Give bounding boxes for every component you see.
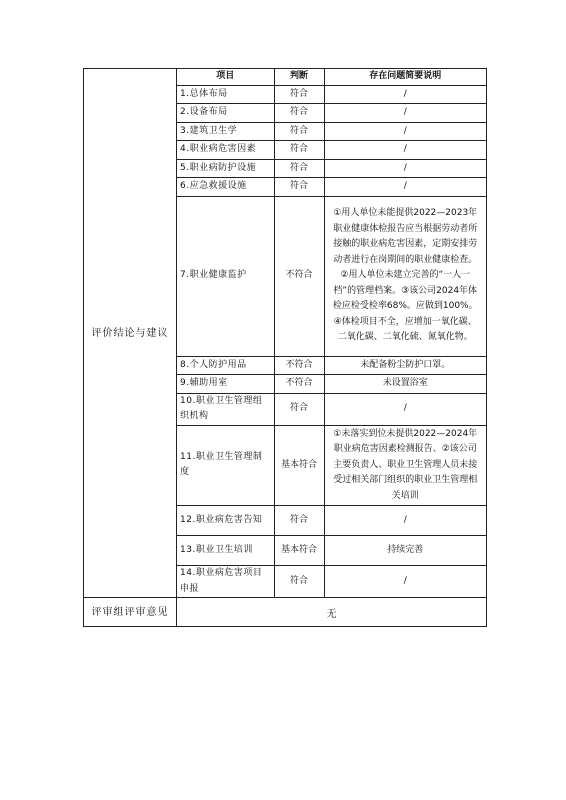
row-note: / xyxy=(324,393,486,425)
table-row xyxy=(177,196,486,356)
table-row xyxy=(177,85,486,104)
row-item: 10.职业卫生管理组织机构 xyxy=(177,393,274,425)
row-judgment: 符合 xyxy=(274,566,324,598)
table-row xyxy=(177,122,486,141)
table-row xyxy=(177,506,486,536)
row-note: / xyxy=(324,141,486,160)
header-row xyxy=(177,69,486,85)
header-judgment: 判断 xyxy=(274,69,324,85)
row-judgment: 符合 xyxy=(274,141,324,160)
table-row xyxy=(177,178,486,197)
inner-table-cell xyxy=(177,69,487,598)
section-label: 评价结论与建议 xyxy=(84,69,177,598)
row-note: / xyxy=(324,566,486,598)
row-judgment: 符合 xyxy=(274,506,324,536)
row-note: 未设置浴室 xyxy=(324,375,486,394)
row-note: / xyxy=(324,85,486,104)
row-note: ①用人单位未能提供2022—2023年职业健康体检报告应当根据劳动者所接触的职业病危害因素，定期安排劳动者进行在岗期间的职业健康检查。②用人单位未建立完善的“一人一档”的管理档案。③该公司2024年体检应检受检率68%。应做到100%。④体检项目不全，应增加一氧化碳、二氧化碳、二氧化硫、氮氧化物。 xyxy=(324,196,486,356)
table-row xyxy=(177,536,486,566)
row-item: 4.职业病危害因素 xyxy=(177,141,274,160)
row-item: 5.职业病防护设施 xyxy=(177,159,274,178)
header-note: 存在问题简要说明 xyxy=(324,69,486,85)
header-item: 项目 xyxy=(177,69,274,85)
row-item: 1.总体布局 xyxy=(177,85,274,104)
row-judgment: 不符合 xyxy=(274,196,324,356)
row-note: 持续完善 xyxy=(324,536,486,566)
row-item: 7.职业健康监护 xyxy=(177,196,274,356)
row-item: 13.职业卫生培训 xyxy=(177,536,274,566)
table-row xyxy=(177,141,486,160)
row-note: / xyxy=(324,159,486,178)
table-row xyxy=(177,393,486,425)
row-judgment: 符合 xyxy=(274,85,324,104)
row-item: 12.职业病危害告知 xyxy=(177,506,274,536)
row-note: ①未落实到位未提供2022—2024年职业病危害因素检测报告、②该公司主要负责人、职业卫生管理人员未接受过相关部门组织的职业卫生管理相关培训 xyxy=(324,425,486,506)
row-judgment: 符合 xyxy=(274,104,324,123)
row-judgment: 符合 xyxy=(274,178,324,197)
review-label: 评审组评审意见 xyxy=(84,598,177,627)
row-item: 9.辅助用室 xyxy=(177,375,274,394)
table-row xyxy=(177,104,486,123)
table-row xyxy=(177,375,486,394)
row-item: 6.应急救援设施 xyxy=(177,178,274,197)
table-row xyxy=(177,356,486,375)
evaluation-table xyxy=(83,68,487,627)
table-row xyxy=(177,566,486,598)
row-judgment: 不符合 xyxy=(274,375,324,394)
row-note: 未配备粉尘防护口罩。 xyxy=(324,356,486,375)
row-note: / xyxy=(324,122,486,141)
table-row xyxy=(177,159,486,178)
row-item: 3.建筑卫生学 xyxy=(177,122,274,141)
row-item: 11.职业卫生管理制度 xyxy=(177,425,274,506)
row-judgment: 符合 xyxy=(274,393,324,425)
row-item: 8.个人防护用品 xyxy=(177,356,274,375)
row-judgment: 基本符合 xyxy=(274,425,324,506)
row-item: 14.职业病危害项目申报 xyxy=(177,566,274,598)
row-judgment: 符合 xyxy=(274,159,324,178)
row-note: / xyxy=(324,104,486,123)
row-judgment: 不符合 xyxy=(274,356,324,375)
row-item: 2.设备布局 xyxy=(177,104,274,123)
row-judgment: 基本符合 xyxy=(274,536,324,566)
row-note: / xyxy=(324,506,486,536)
checklist-table xyxy=(177,69,486,597)
review-opinion: 无 xyxy=(177,598,487,627)
row-judgment: 符合 xyxy=(274,122,324,141)
row-note: / xyxy=(324,178,486,197)
table-row xyxy=(177,425,486,506)
